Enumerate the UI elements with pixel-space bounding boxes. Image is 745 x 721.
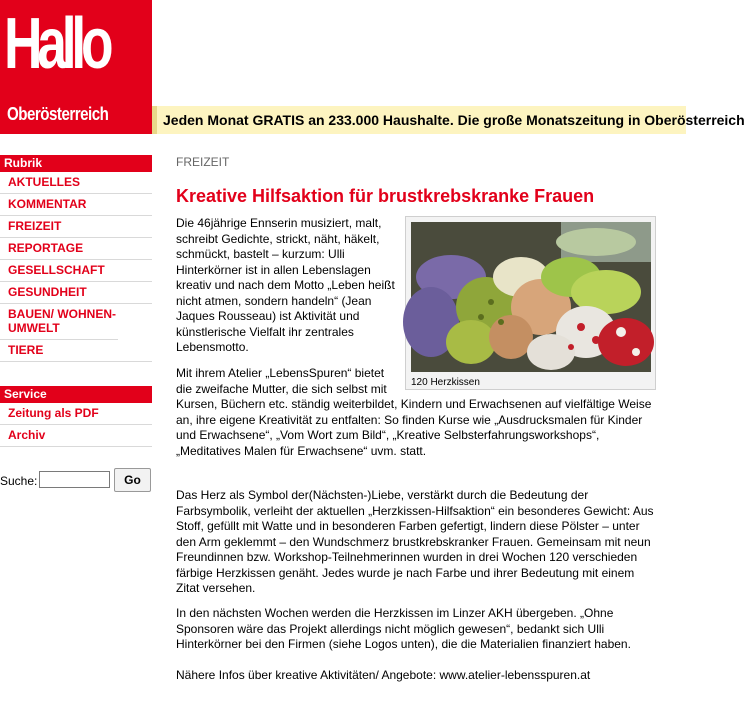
search-form — [0, 468, 152, 494]
sidebar-item-gesundheit[interactable]: GESUNDHEIT — [0, 282, 152, 304]
search-go-button[interactable]: Go — [114, 468, 151, 492]
image-wrap-spacer — [396, 366, 658, 390]
sidebar-item-tiere[interactable]: TIERE — [0, 340, 152, 362]
article-category: FREIZEIT — [176, 155, 230, 169]
logo-subtitle: Oberösterreich — [7, 104, 109, 124]
sidebar-item-aktuelles[interactable]: AKTUELLES — [0, 172, 152, 194]
pillows-illustration — [411, 222, 651, 372]
sidebar-item-freizeit[interactable]: FREIZEIT — [0, 216, 152, 238]
rubrik-heading: Rubrik — [0, 155, 152, 172]
sidebar-item-zeitung-pdf[interactable]: Zeitung als PDF — [0, 403, 152, 425]
search-input[interactable] — [39, 471, 110, 488]
tagline-banner — [152, 106, 745, 134]
article-title: Kreative Hilfsaktion für brustkrebskranke Frauen — [176, 186, 595, 206]
article-paragraph: Das Herz als Symbol der(Nächsten-)Liebe, verstärkt durch die Bedeutung der Farbsymbolik, verleiht der aktuellen „Herzkissen-Hilfsaktion“ ein besonderes Gewicht: Aus Stoff, gefüllt mit Watte und in besonderen Farben gefertigt, lindern diese Pölster – unter den Arm geklemmt – den Wundschmerz brustkrebskranker Frauen. Gemeinsam mit neun Freundinnen bzw. Workshop-Teilnehmerinnen wurden in drei Wochen 120 verschieden färbige Herzkissen genäht. Jedes wurde je nach Farbe und ihrer Bedeutung mit einem Zitat versehen. — [176, 488, 654, 595]
article-paragraph: Die 46jährige Ennserin musiziert, malt, schreibt Gedichte, strickt, näht, häkelt, schmückt, bastelt – kurzum: Ulli Hinterkörner ist in allen Lebenslagen kreativ und nach dem Motto „Leben heißt nicht atmen, sondern handeln“ (Jean Jaques Rousseau) ist Aktivität und künstlerische Vielfalt ihr zentrales Lebensmotto. — [176, 216, 395, 354]
herzkissen-photo — [411, 222, 651, 372]
article-paragraph-text: Mit ihrem Atelier „LebensSpuren“ bietet die zweifache Mutter, die sich selbst mit Kursen, Büchern etc. ständig weiterbildet, Kindern und Erwachsenen auf vielfältige Weise an, ihre eigene Kreativität zu entfalten: So finden Kurse wie „Ausdrucksmalen für Kinder und Erwachsene“, „Vom Wort zum Bild“, „Kreative Selbsterfahrungsworkshops“, „Meditatives Malen für Erwachsene“ uvm. statt. — [176, 366, 652, 458]
sidebar-item-reportage[interactable]: REPORTAGE — [0, 238, 152, 260]
tagline-text: Jeden Monat GRATIS an 233.000 Haushalte. Die große Monatszeitung in Oberösterreich — [163, 112, 745, 128]
sidebar-item-archiv[interactable]: Archiv — [0, 425, 152, 447]
service-heading: Service — [0, 386, 152, 403]
article-paragraph — [176, 366, 658, 459]
logo-title: Hallo — [4, 4, 109, 84]
search-label: Suche: — [0, 474, 38, 488]
image-caption: 120 Herzkissen — [411, 377, 480, 388]
sidebar-item-bauen-wohnen-umwelt[interactable]: BAUEN/ WOHNEN-UMWELT — [0, 304, 118, 340]
rubrik-nav — [0, 172, 152, 362]
site-logo[interactable] — [0, 0, 152, 134]
sidebar — [0, 155, 152, 447]
article-paragraph: Nähere Infos über kreative Aktivitäten/ Angebote: www.atelier-lebensspuren.at — [176, 668, 591, 682]
article-figure — [405, 216, 656, 390]
sidebar-item-kommentar[interactable]: KOMMENTAR — [0, 194, 152, 216]
article-paragraph: In den nächsten Wochen werden die Herzkissen im Linzer AKH übergeben. „Ohne Sponsoren wäre das Projekt allerdings nicht möglich gewesen“, bedankt sich Ulli Hinterkörner bei den Firmen (siehe Logos unten), die die Materialien finanziert haben. — [176, 606, 631, 651]
sidebar-item-gesellschaft[interactable]: GESELLSCHAFT — [0, 260, 152, 282]
